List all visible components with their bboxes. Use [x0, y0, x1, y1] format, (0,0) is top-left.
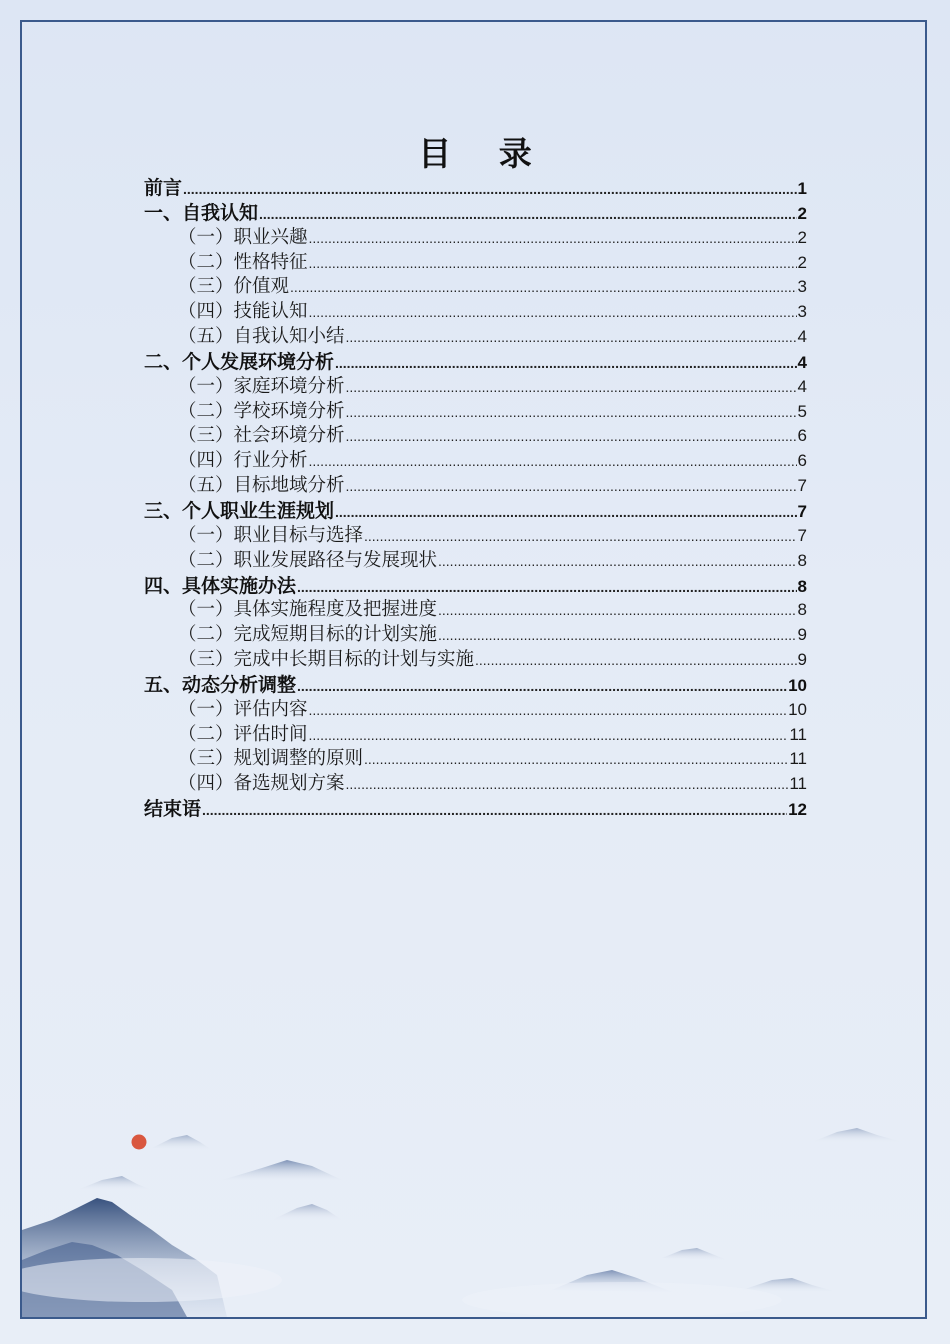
toc-entry-label: （一）职业目标与选择: [178, 524, 364, 546]
toc-dot-leader: [183, 181, 797, 197]
toc-entry-label: （一）具体实施程度及把握进度: [178, 599, 438, 621]
toc-entry[interactable]: [144, 496, 807, 521]
toc-dot-leader: [346, 329, 797, 345]
toc-dot-leader: [438, 602, 797, 618]
toc-entry[interactable]: [144, 347, 807, 372]
toc-entry-label: 一、自我认知: [144, 201, 259, 224]
toc-dot-leader: [346, 776, 789, 792]
mist: [22, 1258, 282, 1302]
toc-entry-page-number: 8: [797, 550, 807, 570]
toc-dot-leader: [309, 702, 788, 718]
toc-entry-page-number: 10: [788, 675, 807, 695]
toc-dot-leader: [475, 652, 797, 668]
toc-entry-label: （三）规划调整的原则: [178, 748, 364, 770]
toc-entry-label: （四）技能认知: [178, 301, 308, 323]
far-mountain: [77, 1176, 152, 1190]
toc-entry[interactable]: [144, 397, 807, 422]
toc-dot-leader: [364, 528, 797, 544]
toc-entry-page-number: 6: [797, 426, 807, 446]
toc-entry-page-number: 12: [788, 800, 807, 820]
toc-entry[interactable]: [144, 521, 807, 546]
far-mountain: [812, 1128, 902, 1142]
toc-entry-page-number: 4: [797, 352, 807, 372]
ink-landscape-illustration: [22, 1080, 925, 1317]
toc-entry-page-number: 3: [797, 302, 807, 322]
toc-entry[interactable]: [144, 173, 807, 198]
toc-entry[interactable]: [144, 744, 807, 769]
toc-dot-leader: [335, 355, 797, 371]
far-mountain: [272, 1204, 342, 1220]
toc-dot-leader: [309, 727, 789, 743]
toc-entry-page-number: 8: [797, 576, 807, 596]
mist: [462, 1282, 782, 1317]
toc-entry-label: 结束语: [144, 798, 202, 821]
toc-entry-page-number: 1: [797, 179, 807, 198]
toc-entry-label: （五）自我认知小结: [178, 326, 345, 348]
toc-entry-label: （二）完成短期目标的计划实施: [178, 624, 438, 646]
toc-dot-leader: [202, 802, 787, 818]
toc-entry-page-number: 2: [797, 227, 807, 247]
toc-entry-label: 前言: [144, 177, 183, 199]
toc-entry-label: 三、个人职业生涯规划: [144, 499, 335, 522]
toc-entry-label: （二）职业发展路径与发展现状: [178, 549, 438, 571]
toc-entry[interactable]: [144, 198, 807, 223]
toc-entry-page-number: 2: [797, 252, 807, 272]
toc-entry-label: （五）目标地域分析: [178, 475, 345, 497]
toc-entry-page-number: 4: [797, 327, 807, 347]
far-mountain: [662, 1248, 727, 1260]
toc-dot-leader: [309, 230, 797, 246]
toc-dot-leader: [297, 579, 797, 595]
toc-entry[interactable]: [144, 720, 807, 745]
toc-entry-page-number: 10: [788, 699, 807, 719]
toc-entry-label: 二、个人发展环境分析: [144, 350, 335, 373]
page-title: 目 录: [418, 134, 550, 173]
toc-entry-page-number: 3: [797, 277, 807, 297]
toc-entry[interactable]: [144, 446, 807, 471]
toc-dot-leader: [309, 255, 797, 271]
toc-entry[interactable]: [144, 571, 807, 596]
toc-entry-page-number: 11: [789, 774, 807, 794]
red-sun: [132, 1135, 147, 1150]
toc-entry-page-number: 7: [797, 501, 807, 521]
toc-entry-page-number: 11: [789, 724, 807, 744]
toc-entry-label: （三）完成中长期目标的计划与实施: [178, 649, 475, 671]
toc-entry-page-number: 8: [797, 600, 807, 620]
toc-entry-label: （二）学校环境分析: [178, 400, 345, 422]
far-mountain: [222, 1160, 342, 1180]
toc-dot-leader: [346, 478, 797, 494]
toc-entry[interactable]: [144, 372, 807, 397]
toc-entry-page-number: 6: [797, 451, 807, 471]
toc-entry[interactable]: [144, 595, 807, 620]
toc-entry[interactable]: [144, 670, 807, 695]
toc-entry[interactable]: [144, 421, 807, 446]
table-of-contents: [144, 173, 807, 819]
toc-entry[interactable]: [144, 272, 807, 297]
toc-entry-label: （一）职业兴趣: [178, 226, 308, 248]
toc-dot-leader: [346, 428, 797, 444]
toc-entry[interactable]: [144, 322, 807, 347]
toc-dot-leader: [297, 678, 787, 694]
toc-entry-label: 四、具体实施办法: [144, 574, 297, 597]
toc-entry-page-number: 9: [797, 650, 807, 670]
toc-entry-page-number: 7: [797, 525, 807, 545]
toc-entry-label: （一）评估内容: [178, 698, 308, 720]
toc-entry[interactable]: [144, 546, 807, 571]
toc-entry-page-number: 11: [789, 749, 807, 769]
toc-dot-leader: [346, 404, 797, 420]
toc-entry-page-number: 5: [797, 401, 807, 421]
toc-entry-page-number: 4: [797, 376, 807, 396]
toc-entry[interactable]: [144, 645, 807, 670]
toc-entry-label: （四）行业分析: [178, 450, 308, 472]
toc-entry[interactable]: [144, 248, 807, 273]
toc-entry-label: （三）价值观: [178, 276, 290, 298]
toc-entry[interactable]: [144, 794, 807, 819]
toc-entry-label: （一）家庭环境分析: [178, 375, 345, 397]
toc-dot-leader: [309, 453, 797, 469]
toc-dot-leader: [335, 504, 797, 520]
toc-dot-leader: [309, 304, 797, 320]
toc-dot-leader: [290, 279, 797, 295]
toc-entry[interactable]: [144, 223, 807, 248]
toc-entry[interactable]: [144, 695, 807, 720]
toc-dot-leader: [346, 379, 797, 395]
toc-entry[interactable]: [144, 471, 807, 496]
toc-entry-label: （三）社会环境分析: [178, 425, 345, 447]
toc-dot-leader: [438, 627, 797, 643]
toc-entry-label: （二）性格特征: [178, 251, 308, 273]
toc-entry-page-number: 9: [797, 625, 807, 645]
far-mountain: [742, 1278, 837, 1292]
toc-entry-label: （二）评估时间: [178, 723, 308, 745]
toc-entry-label: 五、动态分析调整: [144, 673, 297, 696]
toc-entry-page-number: 7: [797, 476, 807, 496]
toc-dot-leader: [364, 751, 788, 767]
toc-dot-leader: [438, 553, 797, 569]
toc-entry-label: （四）备选规划方案: [178, 773, 345, 795]
toc-entry[interactable]: [144, 620, 807, 645]
toc-entry[interactable]: [144, 769, 807, 794]
toc-dot-leader: [259, 206, 797, 222]
far-mountain: [152, 1135, 212, 1150]
toc-entry[interactable]: [144, 297, 807, 322]
toc-entry-page-number: 2: [797, 203, 807, 223]
